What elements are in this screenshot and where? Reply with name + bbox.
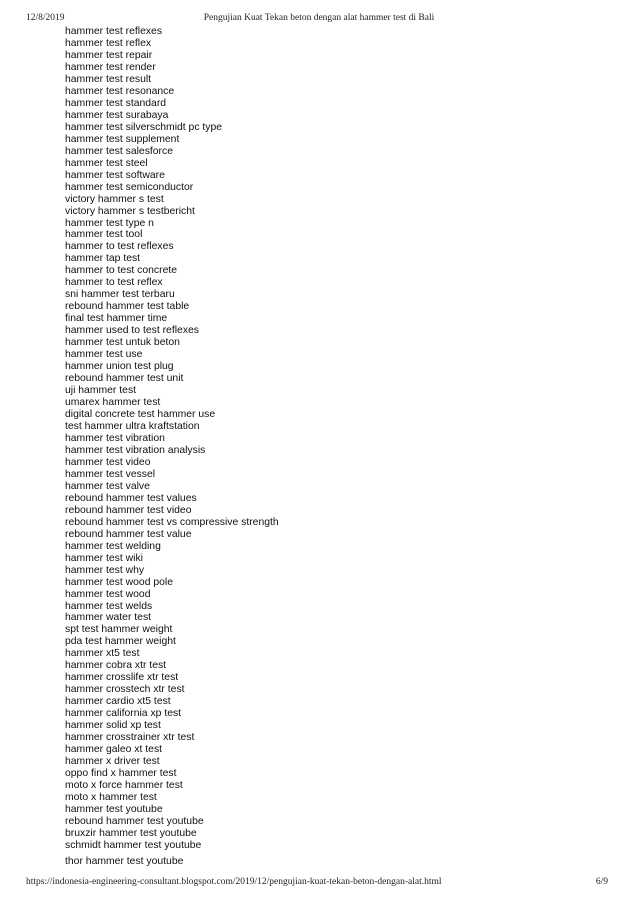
keyword-item: rebound hammer test unit (65, 373, 184, 385)
keyword-item: rebound hammer test video (65, 504, 192, 516)
keyword-item: hammer galeo xt test (65, 744, 163, 756)
keyword-item: hammer test surabaya (65, 109, 169, 121)
keyword-item: sni hammer test terbaru (65, 289, 175, 301)
last-keyword: thor hammer test youtube (65, 856, 184, 867)
print-footer (0, 877, 638, 891)
keyword-item: rebound hammer test values (65, 492, 197, 504)
keyword-item: hammer test wiki (65, 552, 143, 564)
keyword-item: hammer test silverschmidt pc type (65, 121, 223, 133)
page-title: Pengujian Kuat Tekan beton dengan alat hammer test di Bali (203, 13, 435, 23)
keyword-item: hammer tap test (65, 253, 141, 265)
keyword-item: hammer test wood (65, 588, 151, 600)
keyword-item: hammer test result (65, 73, 152, 85)
print-date: 12/8/2019 (26, 13, 65, 23)
keyword-item: hammer test render (65, 61, 156, 73)
keyword-item: rebound hammer test table (65, 301, 190, 313)
keyword-item: rebound hammer test vs compressive strength (65, 516, 279, 528)
keyword-item: hammer to test concrete (65, 265, 178, 277)
keyword-item: spt test hammer weight (65, 624, 173, 636)
keyword-item: hammer test steel (65, 157, 148, 169)
keyword-item: hammer test use (65, 349, 143, 361)
keyword-item: hammer to test reflex (65, 277, 163, 289)
keyword-item: hammer test untuk beton (65, 337, 180, 349)
page-url: https://indonesia-engineering-consultant.blogspot.com/2019/12/pengujian-kuat-tekan-beton-dengan-alat.html (26, 877, 442, 887)
keyword-item: digital concrete test hammer use (65, 409, 216, 420)
keyword-item: hammer test youtube (65, 803, 163, 815)
keyword-item: hammer test vibration (65, 432, 165, 444)
keyword-item: hammer test welding (65, 540, 161, 552)
keyword-item: hammer test vibration analysis (65, 444, 206, 456)
keyword-item: hammer test reflex (65, 37, 152, 49)
keyword-item: hammer test software (65, 169, 165, 181)
keyword-item: hammer test vessel (65, 468, 156, 480)
keyword-item: rebound hammer test youtube (65, 815, 204, 827)
keyword-item: hammer solid xp test (65, 720, 161, 732)
keyword-item: victory hammer s test (65, 193, 164, 205)
keyword-item: hammer crosstrainer xtr test (65, 732, 195, 744)
keyword-item: hammer used to test reflexes (65, 325, 199, 337)
keyword-item: hammer test repair (65, 49, 153, 61)
keyword-item: hammer test video (65, 456, 151, 468)
keyword-item: hammer test resonance (65, 85, 175, 97)
keyword-item: hammer test salesforce (65, 145, 173, 157)
keyword-item: pda test hammer weight (65, 636, 176, 648)
keyword-item: hammer test wood pole (65, 576, 174, 588)
keyword-item: final test hammer time (65, 313, 168, 325)
page-number: 6/9 (595, 877, 608, 887)
keyword-item: hammer water test (65, 612, 152, 624)
keyword-item: hammer test welds (65, 600, 153, 612)
keyword-item: hammer test why (65, 564, 145, 576)
keyword-item: hammer test type n (65, 217, 154, 229)
keyword-item: test hammer ultra kraftstation (65, 420, 200, 432)
keyword-item: hammer test valve (65, 480, 150, 492)
keyword-item: hammer test tool (65, 229, 143, 241)
keyword-item: umarex hammer test (65, 397, 161, 409)
keyword-item: hammer crosstech xtr test (65, 684, 185, 696)
keyword-item: hammer cobra xtr test (65, 660, 167, 672)
keyword-item: hammer union test plug (65, 361, 174, 373)
keyword-item: bruxzir hammer test youtube (65, 827, 197, 839)
keyword-item: hammer crosslife xtr test (65, 672, 179, 684)
keyword-item: hammer xt5 test (65, 648, 140, 660)
keyword-item: oppo find x hammer test (65, 768, 177, 780)
print-header (0, 13, 638, 27)
keyword-item: hammer test semiconductor (65, 181, 194, 193)
keyword-item: uji hammer test (65, 385, 137, 397)
keyword-item: hammer to test reflexes (65, 241, 174, 253)
keyword-item: hammer california xp test (65, 708, 182, 720)
keyword-list (65, 26, 279, 852)
keyword-item: hammer test standard (65, 97, 167, 109)
keyword-item: victory hammer s testbericht (65, 205, 195, 217)
keyword-item: hammer test reflexes (65, 26, 163, 37)
keyword-item: moto x hammer test (65, 792, 157, 803)
keyword-item: hammer test supplement (65, 133, 180, 145)
keyword-item: hammer x driver test (65, 756, 160, 768)
keyword-item: hammer cardio xt5 test (65, 696, 171, 708)
keyword-item: schmidt hammer test youtube (65, 839, 202, 851)
keyword-item: moto x force hammer test (65, 780, 183, 792)
keyword-item: rebound hammer test value (65, 528, 192, 540)
